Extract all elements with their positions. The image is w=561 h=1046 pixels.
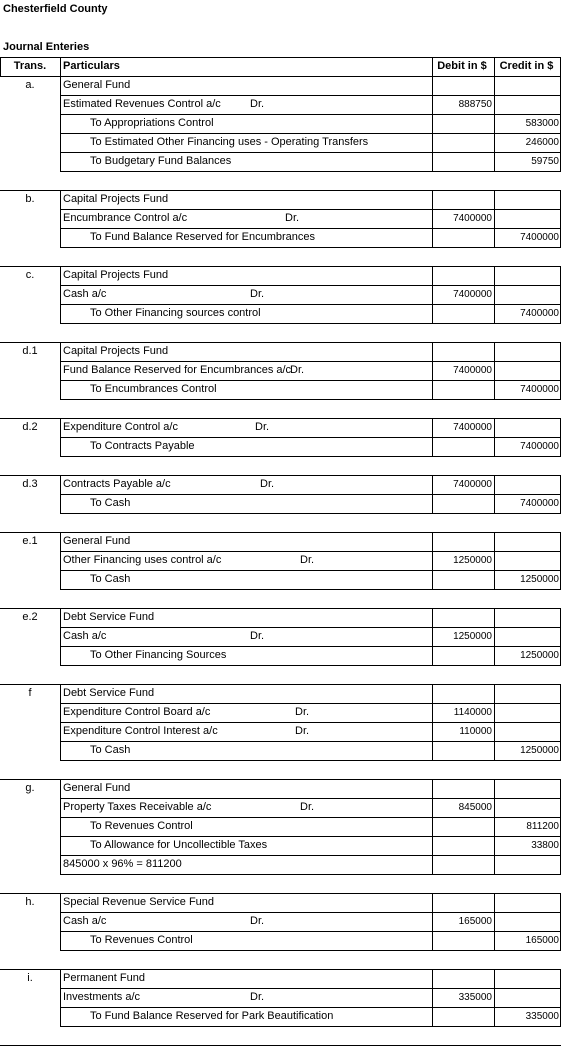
debit-cell[interactable] xyxy=(432,570,494,589)
particulars-cell[interactable]: To Cash xyxy=(90,573,131,585)
journal-line xyxy=(0,418,561,437)
entry-border xyxy=(432,532,433,589)
credit-cell[interactable] xyxy=(494,969,561,988)
particulars-cell[interactable]: Cash a/c xyxy=(63,630,107,642)
credit-cell[interactable]: 59750 xyxy=(531,156,559,167)
entry-border xyxy=(60,608,61,665)
blank-row xyxy=(0,19,561,38)
credit-cell[interactable] xyxy=(494,988,561,1007)
credit-cell[interactable] xyxy=(494,475,561,494)
particulars-cell[interactable]: Contracts Payable a/c xyxy=(63,478,171,490)
particulars-cell[interactable]: Cash a/c xyxy=(63,915,107,927)
debit-cell[interactable] xyxy=(432,133,494,152)
entry-border xyxy=(432,608,433,665)
entry-border xyxy=(494,779,495,874)
entry-border xyxy=(432,969,433,1026)
blank-row xyxy=(0,950,561,969)
particulars-cell[interactable]: Cash a/c xyxy=(63,288,107,300)
journal-line xyxy=(0,551,561,570)
credit-cell[interactable]: 335000 xyxy=(525,1011,559,1022)
entry-border xyxy=(60,266,561,267)
credit-cell[interactable]: 1250000 xyxy=(520,574,559,585)
entry-border xyxy=(60,532,561,533)
credit-cell[interactable]: 7400000 xyxy=(520,441,559,452)
particulars-cell[interactable]: Investments a/c xyxy=(63,991,141,1003)
debit-marker: Dr. xyxy=(255,421,270,433)
entry-border xyxy=(432,190,433,247)
journal-line xyxy=(0,209,561,228)
debit-cell[interactable] xyxy=(432,969,494,988)
debit-cell[interactable] xyxy=(432,608,494,627)
debit-marker: Dr. xyxy=(295,725,310,737)
trans-id[interactable]: i. xyxy=(27,972,33,984)
credit-cell[interactable] xyxy=(494,779,561,798)
credit-cell[interactable]: 33800 xyxy=(531,840,559,851)
journal-line xyxy=(0,817,561,836)
entry-border xyxy=(494,342,495,399)
line-border xyxy=(60,665,561,666)
journal-line xyxy=(0,893,561,912)
journal-line xyxy=(0,722,561,741)
entry-border xyxy=(494,608,495,665)
debit-cell[interactable] xyxy=(432,76,494,95)
particulars-cell[interactable]: Property Taxes Receivable a/c xyxy=(63,801,212,813)
credit-cell[interactable] xyxy=(494,855,561,874)
particulars-cell[interactable]: Expenditure Control Board a/c xyxy=(63,706,211,718)
particulars-cell[interactable]: To Appropriations Control xyxy=(90,117,214,129)
particulars-cell[interactable]: Encumbrance Control a/c xyxy=(63,212,188,224)
particulars-cell[interactable]: To Encumbrances Control xyxy=(90,383,217,395)
debit-cell[interactable]: 888750 xyxy=(458,99,492,110)
line-border xyxy=(60,323,561,324)
particulars-cell[interactable]: To Revenues Control xyxy=(90,934,193,946)
line-border xyxy=(60,646,561,647)
entry-border xyxy=(60,418,561,419)
particulars-cell[interactable]: Expenditure Control a/c xyxy=(63,421,178,433)
entry-border xyxy=(494,190,495,247)
entry-border xyxy=(494,418,495,456)
journal-line xyxy=(0,836,561,855)
entry-border xyxy=(494,532,495,589)
debit-cell[interactable] xyxy=(432,931,494,950)
line-border xyxy=(60,703,561,704)
line-border xyxy=(60,551,561,552)
debit-cell[interactable] xyxy=(432,836,494,855)
entry-border xyxy=(494,475,495,513)
debit-cell[interactable]: 845000 xyxy=(458,802,492,813)
entry-border xyxy=(60,418,61,456)
journal-line xyxy=(0,912,561,931)
title-row xyxy=(0,0,561,19)
journal-line xyxy=(0,703,561,722)
blank-row xyxy=(0,665,561,684)
blank-row xyxy=(0,171,561,190)
debit-cell[interactable] xyxy=(432,817,494,836)
line-border xyxy=(60,1026,561,1027)
credit-cell[interactable] xyxy=(494,893,561,912)
credit-cell[interactable] xyxy=(494,361,561,380)
line-border xyxy=(60,855,561,856)
debit-cell[interactable]: 335000 xyxy=(458,992,492,1003)
journal-line xyxy=(0,494,561,513)
journal-line xyxy=(0,608,561,627)
debit-cell[interactable] xyxy=(432,646,494,665)
debit-cell[interactable] xyxy=(432,684,494,703)
particulars-cell[interactable]: To Fund Balance Reserved for Park Beautification xyxy=(90,1010,334,1022)
line-border xyxy=(60,304,561,305)
credit-cell[interactable]: 246000 xyxy=(525,137,559,148)
credit-cell[interactable]: 165000 xyxy=(525,935,559,946)
debit-cell[interactable] xyxy=(432,494,494,513)
particulars-cell[interactable]: To Estimated Other Financing uses - Operating Transfers xyxy=(90,136,369,148)
particulars-cell[interactable]: Capital Projects Fund xyxy=(63,193,169,205)
entry-border xyxy=(60,893,61,950)
entry-border xyxy=(432,418,433,456)
line-border xyxy=(60,133,561,134)
entry-border xyxy=(494,893,495,950)
credit-cell[interactable] xyxy=(494,684,561,703)
blank-row xyxy=(0,323,561,342)
trans-id[interactable]: e.2 xyxy=(22,611,38,623)
particulars-cell[interactable]: Capital Projects Fund xyxy=(63,269,169,281)
entry-border xyxy=(60,190,61,247)
trans-id[interactable]: h. xyxy=(25,896,35,908)
journal-line xyxy=(0,266,561,285)
trans-header[interactable]: Trans. xyxy=(13,60,47,72)
credit-cell[interactable]: 1250000 xyxy=(520,745,559,756)
credit-cell[interactable] xyxy=(494,627,561,646)
journal-line xyxy=(0,684,561,703)
blank-row xyxy=(0,513,561,532)
entry-border xyxy=(494,684,495,760)
line-border xyxy=(60,817,561,818)
debit-marker: Dr. xyxy=(300,801,315,813)
journal-line xyxy=(0,304,561,323)
credit-cell[interactable] xyxy=(494,95,561,114)
debit-marker: Dr. xyxy=(260,478,275,490)
debit-marker: Dr. xyxy=(300,554,315,566)
blank-row xyxy=(0,874,561,893)
trans-id[interactable]: g. xyxy=(25,782,35,794)
journal-line xyxy=(0,741,561,760)
debit-cell[interactable] xyxy=(432,855,494,874)
credit-cell[interactable]: 1250000 xyxy=(520,650,559,661)
line-border xyxy=(60,570,561,571)
credit-cell[interactable] xyxy=(494,722,561,741)
entry-border xyxy=(432,76,433,171)
blank-row xyxy=(0,1026,561,1045)
debit-marker: Dr. xyxy=(290,364,305,376)
particulars-cell[interactable]: To Budgetary Fund Balances xyxy=(90,155,232,167)
entry-border xyxy=(432,893,433,950)
debit-marker: Dr. xyxy=(250,630,265,642)
particulars-cell[interactable]: General Fund xyxy=(63,535,131,547)
trans-id[interactable]: e.1 xyxy=(22,535,38,547)
line-border xyxy=(60,722,561,723)
entry-border xyxy=(60,684,61,760)
particulars-cell[interactable]: Debt Service Fund xyxy=(63,687,155,699)
particulars-cell[interactable]: To Other Financing Sources xyxy=(90,649,227,661)
credit-cell[interactable] xyxy=(494,703,561,722)
line-border xyxy=(60,589,561,590)
entry-border xyxy=(60,266,61,323)
header-divider xyxy=(432,57,433,76)
debit-cell[interactable]: 1250000 xyxy=(453,555,492,566)
entry-border xyxy=(60,532,61,589)
trans-id[interactable]: f xyxy=(28,687,32,699)
entry-border xyxy=(60,969,61,1026)
subtitle-row xyxy=(0,38,561,57)
particulars-cell[interactable]: To Cash xyxy=(90,497,131,509)
credit-cell[interactable] xyxy=(494,342,561,361)
journal-line xyxy=(0,570,561,589)
entry-border xyxy=(494,266,495,323)
particulars-cell[interactable]: Permanent Fund xyxy=(63,972,145,984)
particulars-cell[interactable]: Debt Service Fund xyxy=(63,611,155,623)
entry-border xyxy=(60,475,561,476)
particulars-cell[interactable]: Expenditure Control Interest a/c xyxy=(63,725,218,737)
line-border xyxy=(60,437,561,438)
blank-row xyxy=(0,589,561,608)
entry-border xyxy=(60,608,561,609)
credit-cell[interactable]: 811200 xyxy=(526,821,559,832)
trans-id[interactable]: d.2 xyxy=(22,421,38,433)
debit-header[interactable]: Debit in $ xyxy=(437,60,487,72)
line-border xyxy=(60,988,561,989)
header-divider xyxy=(494,57,495,76)
blank-row xyxy=(0,760,561,779)
entry-border xyxy=(432,779,433,874)
journal-line xyxy=(0,475,561,494)
journal-subtitle[interactable]: Journal Enteries xyxy=(3,41,90,53)
credit-cell[interactable] xyxy=(494,798,561,817)
journal-line xyxy=(0,532,561,551)
entry-border xyxy=(60,779,61,874)
particulars-cell[interactable]: To Revenues Control xyxy=(90,820,193,832)
entry-border xyxy=(494,76,495,171)
journal-line xyxy=(0,627,561,646)
journal-line xyxy=(0,798,561,817)
credit-cell[interactable] xyxy=(494,285,561,304)
line-border xyxy=(60,171,561,172)
line-border xyxy=(60,513,561,514)
particulars-cell[interactable]: 845000 x 96% = 811200 xyxy=(63,858,182,870)
particulars-cell[interactable]: General Fund xyxy=(63,782,131,794)
trans-id[interactable]: d.3 xyxy=(22,478,38,490)
debit-marker: Dr. xyxy=(285,212,300,224)
line-border xyxy=(60,95,561,96)
line-border xyxy=(60,741,561,742)
journal-line xyxy=(0,228,561,247)
entry-border xyxy=(60,76,561,77)
blank-row xyxy=(0,399,561,418)
entry-border xyxy=(432,342,433,399)
debit-marker: Dr. xyxy=(250,915,265,927)
particulars-cell[interactable]: To Allowance for Uncollectible Taxes xyxy=(90,839,268,851)
debit-cell[interactable] xyxy=(432,342,494,361)
debit-cell[interactable] xyxy=(432,228,494,247)
journal-line xyxy=(0,190,561,209)
debit-cell[interactable] xyxy=(432,1007,494,1026)
debit-cell[interactable]: 7400000 xyxy=(453,422,492,433)
line-border xyxy=(60,114,561,115)
debit-cell[interactable]: 165000 xyxy=(458,916,492,927)
journal-line xyxy=(0,931,561,950)
debit-cell[interactable] xyxy=(432,741,494,760)
debit-cell[interactable] xyxy=(432,893,494,912)
particulars-cell[interactable]: Fund Balance Reserved for Encumbrances a/c xyxy=(63,364,292,376)
line-border xyxy=(60,912,561,913)
journal-line xyxy=(0,76,561,95)
journal-line xyxy=(0,285,561,304)
blank-row xyxy=(0,456,561,475)
debit-marker: Dr. xyxy=(250,288,265,300)
entry-border xyxy=(432,475,433,513)
debit-cell[interactable] xyxy=(432,190,494,209)
journal-line xyxy=(0,646,561,665)
debit-cell[interactable] xyxy=(432,304,494,323)
debit-cell[interactable] xyxy=(432,532,494,551)
particulars-cell[interactable]: General Fund xyxy=(63,79,131,91)
trans-id[interactable]: a. xyxy=(25,79,35,91)
credit-cell[interactable] xyxy=(494,608,561,627)
line-border xyxy=(60,152,561,153)
line-border xyxy=(60,760,561,761)
line-border xyxy=(60,836,561,837)
line-border xyxy=(60,1007,561,1008)
journal-line xyxy=(0,114,561,133)
line-border xyxy=(60,874,561,875)
journal-line xyxy=(0,95,561,114)
particulars-cell[interactable]: Capital Projects Fund xyxy=(63,345,169,357)
line-border xyxy=(60,247,561,248)
debit-marker: Dr. xyxy=(250,98,265,110)
trans-id[interactable]: c. xyxy=(25,269,35,281)
journal-entries xyxy=(0,76,561,1045)
entry-border xyxy=(60,76,61,171)
debit-cell[interactable]: 1250000 xyxy=(453,631,492,642)
particulars-cell[interactable]: Estimated Revenues Control a/c xyxy=(63,98,221,110)
entry-border xyxy=(60,684,561,685)
journal-line xyxy=(0,988,561,1007)
credit-cell[interactable]: 7400000 xyxy=(520,384,559,395)
entry-border xyxy=(60,342,61,399)
credit-cell[interactable] xyxy=(494,551,561,570)
blank-row xyxy=(0,247,561,266)
debit-cell[interactable] xyxy=(432,380,494,399)
entry-border xyxy=(60,893,561,894)
line-border xyxy=(60,627,561,628)
particulars-header[interactable]: Particulars xyxy=(63,60,120,72)
credit-cell[interactable]: 7400000 xyxy=(520,308,559,319)
journal-line xyxy=(0,361,561,380)
particulars-cell[interactable]: Special Revenue Service Fund xyxy=(63,896,215,908)
debit-cell[interactable] xyxy=(432,114,494,133)
journal-line xyxy=(0,1007,561,1026)
page-title[interactable]: Chesterfield County xyxy=(3,3,108,15)
debit-cell[interactable]: 7400000 xyxy=(453,479,492,490)
line-border xyxy=(60,798,561,799)
debit-cell[interactable]: 110000 xyxy=(459,726,492,737)
line-border xyxy=(60,361,561,362)
entry-border xyxy=(432,684,433,760)
debit-cell[interactable] xyxy=(432,437,494,456)
credit-cell[interactable] xyxy=(494,209,561,228)
entry-border xyxy=(60,475,61,513)
journal-line xyxy=(0,342,561,361)
credit-cell[interactable] xyxy=(494,912,561,931)
entry-border xyxy=(432,266,433,323)
debit-cell[interactable]: 7400000 xyxy=(453,365,492,376)
credit-cell[interactable] xyxy=(494,76,561,95)
particulars-cell[interactable]: To Fund Balance Reserved for Encumbrances xyxy=(90,231,316,243)
credit-cell[interactable] xyxy=(494,532,561,551)
debit-cell[interactable] xyxy=(432,152,494,171)
particulars-cell[interactable]: Other Financing uses control a/c xyxy=(63,554,222,566)
entry-border xyxy=(60,190,561,191)
debit-cell[interactable]: 1140000 xyxy=(453,707,492,718)
entry-border xyxy=(494,969,495,1026)
debit-cell[interactable]: 7400000 xyxy=(453,213,492,224)
line-border xyxy=(60,494,561,495)
journal-line xyxy=(0,779,561,798)
entry-border xyxy=(60,779,561,780)
credit-cell[interactable]: 7400000 xyxy=(520,232,559,243)
journal-line xyxy=(0,152,561,171)
line-border xyxy=(60,285,561,286)
line-border xyxy=(60,456,561,457)
credit-header[interactable]: Credit in $ xyxy=(499,60,554,72)
particulars-cell[interactable]: To Other Financing sources control xyxy=(90,307,261,319)
trans-id[interactable]: d.1 xyxy=(22,345,38,357)
header-divider xyxy=(60,57,61,76)
credit-cell[interactable]: 583000 xyxy=(525,118,559,129)
debit-marker: Dr. xyxy=(250,991,265,1003)
entry-border xyxy=(60,969,561,970)
entry-border xyxy=(60,342,561,343)
journal-line xyxy=(0,969,561,988)
line-border xyxy=(60,950,561,951)
particulars-cell[interactable]: To Contracts Payable xyxy=(90,440,195,452)
debit-marker: Dr. xyxy=(295,706,310,718)
credit-cell[interactable] xyxy=(494,418,561,437)
credit-cell[interactable]: 7400000 xyxy=(520,498,559,509)
credit-cell[interactable] xyxy=(494,190,561,209)
debit-cell[interactable] xyxy=(432,779,494,798)
debit-cell[interactable] xyxy=(432,266,494,285)
journal-line xyxy=(0,380,561,399)
line-border xyxy=(60,931,561,932)
line-border xyxy=(60,380,561,381)
line-border xyxy=(60,209,561,210)
journal-line xyxy=(0,855,561,874)
line-border xyxy=(60,228,561,229)
journal-line xyxy=(0,437,561,456)
credit-cell[interactable] xyxy=(494,266,561,285)
debit-cell[interactable]: 7400000 xyxy=(453,289,492,300)
line-border xyxy=(60,399,561,400)
header-row xyxy=(0,57,561,76)
journal-line xyxy=(0,133,561,152)
particulars-cell[interactable]: To Cash xyxy=(90,744,131,756)
trans-id[interactable]: b. xyxy=(25,193,35,205)
